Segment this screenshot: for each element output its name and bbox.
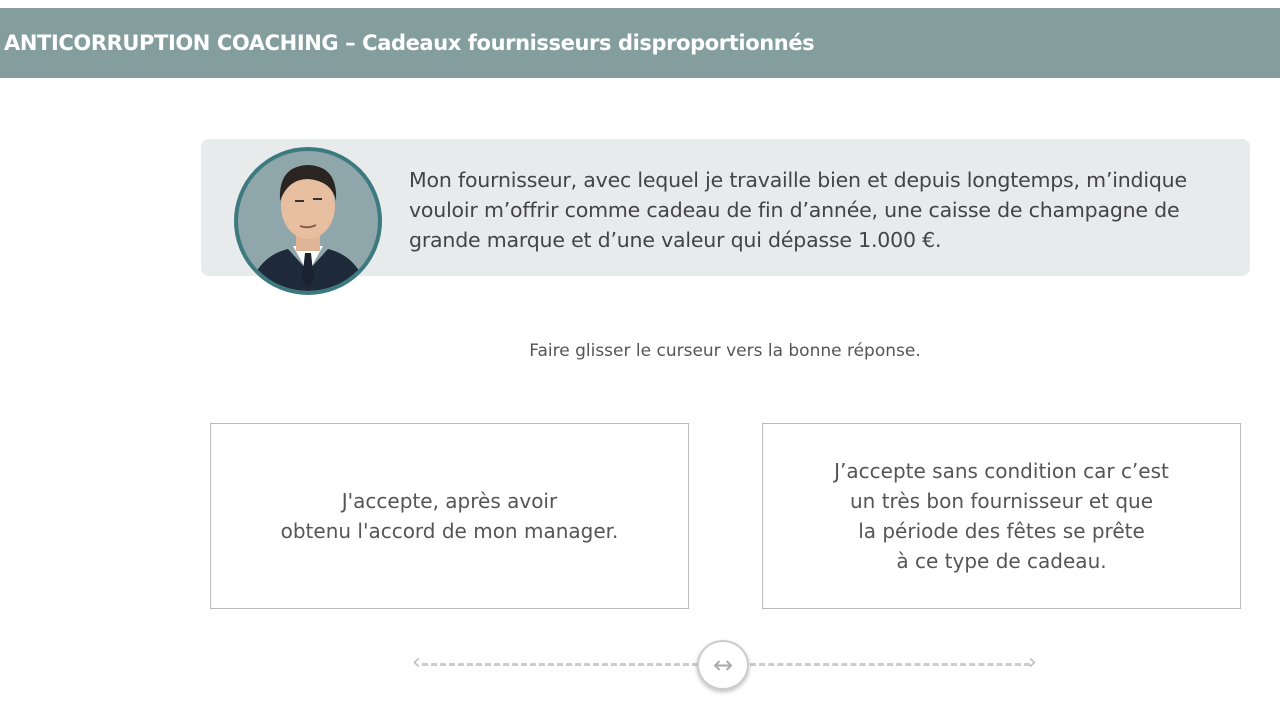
answer-slider[interactable] <box>412 640 1042 690</box>
chevron-left-icon: ‹ <box>412 650 421 675</box>
answer-option-right[interactable]: J’accepte sans condition car c’est un très bon fournisseur et que la période des fêtes se prête à ce type de cadeau. <box>762 423 1241 609</box>
instruction-text: Faire glisser le curseur vers la bonne réponse. <box>529 341 921 361</box>
title-bar <box>0 8 1280 78</box>
avatar <box>234 147 382 295</box>
slider-track-right <box>750 663 1030 666</box>
businessman-icon <box>238 151 378 291</box>
slider-track-left <box>422 663 698 666</box>
double-arrow-icon: ↔ <box>712 651 734 679</box>
chevron-right-icon: › <box>1028 650 1037 675</box>
scenario-text: Mon fournisseur, avec lequel je travaille bien et depuis longtemps, m’indique vouloir m’offrir comme cadeau de fin d’année, une caisse de champagne de grande marque et d’une valeur qui dépasse 1.000 €. <box>409 168 1187 252</box>
answer-option-left[interactable]: J'accepte, après avoir obtenu l'accord de mon manager. <box>210 423 689 609</box>
slider-handle[interactable] <box>697 640 749 690</box>
page-title: ANTICORRUPTION COACHING – Cadeaux fournisseurs disproportionnés <box>4 31 815 55</box>
